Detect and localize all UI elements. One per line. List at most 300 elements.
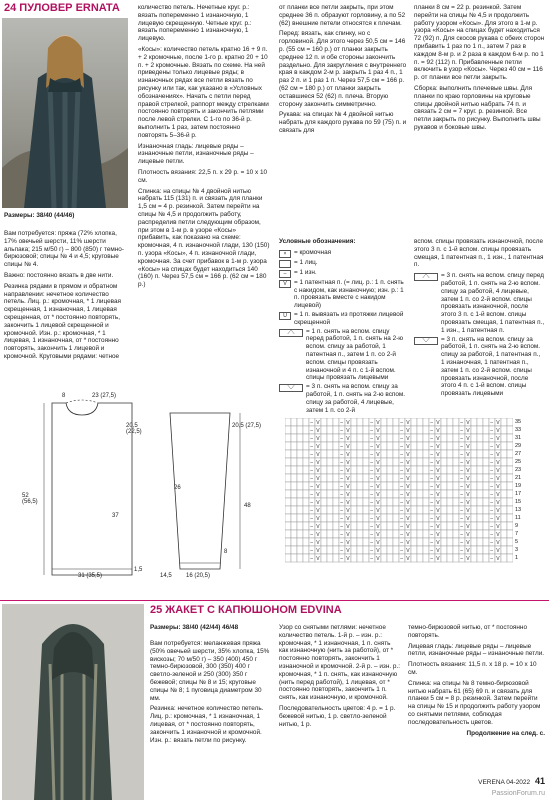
chart-cell bbox=[357, 482, 363, 490]
chart-cell bbox=[381, 434, 387, 442]
chart-symbol: – bbox=[490, 492, 493, 498]
chart-symbol: – bbox=[400, 468, 403, 474]
chart-symbol: V bbox=[496, 420, 500, 426]
chart-cell bbox=[393, 466, 399, 474]
chart-symbol: – bbox=[430, 476, 433, 482]
chart-cell bbox=[297, 450, 303, 458]
increase-symbol-icon: U bbox=[279, 312, 291, 320]
chart-symbol: – bbox=[490, 452, 493, 458]
chart-cell bbox=[357, 554, 363, 562]
chart-symbol: V bbox=[406, 532, 410, 538]
paragraph: количество петель. Нечетные круг. р.: вязать попеременно 1 изнаночную, 1 лицевую скрещенную. Четные круг. р.: вязать попеременно 1 изнаночную, 1 лицевую. bbox=[138, 4, 252, 43]
chart-cell bbox=[471, 450, 477, 458]
chart-cell bbox=[483, 498, 489, 506]
chart-symbol: V bbox=[436, 516, 440, 522]
chart-cell bbox=[441, 530, 447, 538]
chart-symbol: – bbox=[460, 532, 463, 538]
chart-cell bbox=[327, 522, 333, 530]
chart-cell bbox=[321, 554, 327, 562]
chart-cell bbox=[423, 514, 429, 522]
chart-cell bbox=[501, 450, 507, 458]
chart-symbol: V bbox=[406, 428, 410, 434]
cable-symbol-icon: ⟋⟍ bbox=[279, 329, 303, 337]
chart-cell bbox=[471, 482, 477, 490]
chart-cell bbox=[291, 466, 297, 474]
chart-cell bbox=[411, 546, 417, 554]
chart-cell bbox=[333, 522, 339, 530]
chart-symbol: V bbox=[316, 516, 320, 522]
chart-symbol: – bbox=[340, 492, 343, 498]
chart-cell bbox=[381, 514, 387, 522]
chart-cell bbox=[447, 538, 453, 546]
chart-cell bbox=[447, 442, 453, 450]
chart-symbol: – bbox=[490, 548, 493, 554]
chart-cell bbox=[303, 474, 309, 482]
chart-cell bbox=[291, 498, 297, 506]
chart-cell bbox=[321, 418, 327, 426]
chart-symbol: – bbox=[340, 524, 343, 530]
chart-symbol: V bbox=[406, 468, 410, 474]
chart-symbol: V bbox=[496, 452, 500, 458]
chart-symbol: – bbox=[400, 540, 403, 546]
chart-symbol: – bbox=[460, 476, 463, 482]
chart-cell bbox=[333, 514, 339, 522]
chart-row-number: 27 bbox=[515, 451, 522, 457]
schematic-sleeve bbox=[160, 393, 270, 583]
paragraph: Рукава: на спицах № 4 двойной нитью набрать для каждого рукава по 59 (75) п. и связать для bbox=[279, 111, 407, 134]
chart-symbol: – bbox=[400, 492, 403, 498]
chart-cell bbox=[297, 506, 303, 514]
chart-cell bbox=[471, 554, 477, 562]
chart-cell bbox=[483, 482, 489, 490]
chart-symbol: – bbox=[460, 540, 463, 546]
chart-cell bbox=[501, 490, 507, 498]
dim-label: 14,5 bbox=[160, 573, 172, 579]
chart-symbol: V bbox=[496, 556, 500, 562]
chart-cell bbox=[447, 426, 453, 434]
chart-cell bbox=[381, 466, 387, 474]
chart-symbol: V bbox=[376, 500, 380, 506]
knitting-chart bbox=[285, 418, 545, 584]
chart-cell bbox=[327, 506, 333, 514]
chart-cell bbox=[285, 522, 291, 530]
chart-cell bbox=[471, 546, 477, 554]
chart-cell bbox=[483, 522, 489, 530]
chart-row-number: 11 bbox=[515, 515, 521, 521]
chart-symbol: V bbox=[406, 500, 410, 506]
chart-cell bbox=[351, 426, 357, 434]
chart-cell bbox=[297, 466, 303, 474]
chart-symbol: V bbox=[346, 428, 350, 434]
chart-symbol: V bbox=[466, 436, 470, 442]
chart-cell bbox=[423, 450, 429, 458]
chart-symbol: – bbox=[490, 460, 493, 466]
chart-cell bbox=[387, 546, 393, 554]
chart-cell bbox=[393, 498, 399, 506]
chart-symbol: – bbox=[400, 428, 403, 434]
pattern-25-title: 25 ЖАКЕТ С КАПЮШОНОМ EDVINA bbox=[150, 604, 342, 616]
chart-cell bbox=[387, 530, 393, 538]
chart-symbol: V bbox=[436, 476, 440, 482]
chart-cell bbox=[297, 474, 303, 482]
chart-cell bbox=[507, 538, 513, 546]
chart-cell bbox=[483, 514, 489, 522]
chart-symbol: V bbox=[376, 460, 380, 466]
chart-cell bbox=[285, 514, 291, 522]
chart-row-number: 33 bbox=[515, 427, 522, 433]
chart-cell bbox=[471, 458, 477, 466]
chart-cell bbox=[447, 490, 453, 498]
chart-cell bbox=[507, 506, 513, 514]
chart-cell bbox=[357, 434, 363, 442]
chart-cell bbox=[357, 442, 363, 450]
chart-cell bbox=[381, 522, 387, 530]
chart-cell bbox=[321, 434, 327, 442]
chart-cell bbox=[357, 466, 363, 474]
chart-symbol: – bbox=[490, 468, 493, 474]
schematic-back-front bbox=[22, 393, 142, 583]
chart-cell bbox=[351, 538, 357, 546]
chart-cell bbox=[447, 530, 453, 538]
chart-symbol: V bbox=[406, 516, 410, 522]
chart-cell bbox=[501, 554, 507, 562]
chart-cell bbox=[471, 434, 477, 442]
chart-symbol: V bbox=[346, 476, 350, 482]
chart-symbol: – bbox=[370, 540, 373, 546]
chart-symbol: V bbox=[436, 468, 440, 474]
chart-cell bbox=[297, 554, 303, 562]
chart-cell bbox=[441, 538, 447, 546]
chart-cell bbox=[393, 418, 399, 426]
chart-symbol: V bbox=[316, 500, 320, 506]
chart-symbol: V bbox=[496, 436, 500, 442]
chart-symbol: V bbox=[496, 508, 500, 514]
chart-symbol: – bbox=[460, 436, 463, 442]
chart-cell bbox=[483, 450, 489, 458]
chart-cell bbox=[453, 418, 459, 426]
chart-cell bbox=[297, 482, 303, 490]
chart-symbol: – bbox=[340, 476, 343, 482]
chart-cell bbox=[393, 538, 399, 546]
chart-cell bbox=[441, 482, 447, 490]
chart-cell bbox=[423, 530, 429, 538]
chart-cell bbox=[423, 434, 429, 442]
chart-row-number: 31 bbox=[515, 435, 522, 441]
chart-cell bbox=[327, 498, 333, 506]
chart-cell bbox=[453, 538, 459, 546]
chart-cell bbox=[351, 546, 357, 554]
chart-cell bbox=[321, 546, 327, 554]
chart-symbol: V bbox=[376, 428, 380, 434]
chart-cell bbox=[285, 426, 291, 434]
chart-cell bbox=[441, 514, 447, 522]
chart-cell bbox=[291, 450, 297, 458]
chart-symbol: – bbox=[340, 460, 343, 466]
chart-symbol: V bbox=[466, 444, 470, 450]
chart-cell bbox=[471, 418, 477, 426]
chart-cell bbox=[363, 434, 369, 442]
chart-cell bbox=[483, 434, 489, 442]
chart-cell bbox=[321, 466, 327, 474]
legend-text: вспом. спицы провязать изнаночной, после этого 3 п. с 1-й вспом. спицы провязать смещая, 1 патентная п., 1 изн., 1 патентная п. bbox=[414, 238, 544, 269]
chart-cell bbox=[423, 498, 429, 506]
chart-cell bbox=[285, 498, 291, 506]
chart-symbol: – bbox=[370, 444, 373, 450]
chart-cell bbox=[507, 466, 513, 474]
chart-cell bbox=[411, 450, 417, 458]
legend-item: ⟋⟍ = 3 п. снять на вспом. спицу перед работой, 1 п. снять на 2-ю вспом. спицу за работой, 4 лицевые, затем 1 п. со 2-й вспом. спицы провязать изнаночной, после этого 3 п. с 1-й вспом. спицы провязать смещая, 1 патентная п., 1 изн., 1 патентная п. bbox=[414, 272, 545, 334]
chart-cell bbox=[357, 450, 363, 458]
chart-cell bbox=[453, 554, 459, 562]
chart-cell bbox=[327, 466, 333, 474]
dim-label: 20,5 (27,5) bbox=[232, 423, 262, 429]
chart-symbol: – bbox=[340, 428, 343, 434]
chart-cell bbox=[441, 450, 447, 458]
chart-symbol: – bbox=[430, 444, 433, 450]
chart-cell bbox=[291, 434, 297, 442]
chart-symbol: V bbox=[496, 484, 500, 490]
pattern-25-column-2 bbox=[279, 624, 401, 731]
chart-row-number: 19 bbox=[515, 483, 522, 489]
chart-cell bbox=[333, 498, 339, 506]
chart-symbol: V bbox=[466, 476, 470, 482]
chart-cell bbox=[447, 474, 453, 482]
chart-symbol: V bbox=[346, 500, 350, 506]
chart-symbol: V bbox=[466, 420, 470, 426]
chart-cell bbox=[303, 530, 309, 538]
chart-cell bbox=[417, 506, 423, 514]
chart-cell bbox=[387, 538, 393, 546]
chart-cell bbox=[285, 466, 291, 474]
chart-cell bbox=[321, 426, 327, 434]
chart-cell bbox=[393, 522, 399, 530]
chart-cell bbox=[357, 490, 363, 498]
dim-label: 31 (35,5) bbox=[78, 573, 103, 579]
chart-cell bbox=[441, 522, 447, 530]
chart-symbol: V bbox=[436, 444, 440, 450]
chart-cell bbox=[393, 514, 399, 522]
chart-symbol: V bbox=[436, 532, 440, 538]
chart-symbol: V bbox=[466, 452, 470, 458]
paragraph: Плотность вязания: 11,5 п. x 18 р. = 10 x 10 см. bbox=[408, 661, 537, 676]
chart-symbol: V bbox=[436, 484, 440, 490]
chart-cell bbox=[381, 530, 387, 538]
chart-cell bbox=[333, 426, 339, 434]
chart-cell bbox=[471, 514, 477, 522]
chart-cell bbox=[327, 514, 333, 522]
chart-cell bbox=[285, 450, 291, 458]
chart-cell bbox=[387, 522, 393, 530]
chart-cell bbox=[411, 426, 417, 434]
chart-symbol: – bbox=[310, 420, 313, 426]
chart-cell bbox=[411, 442, 417, 450]
chart-symbol: V bbox=[436, 548, 440, 554]
chart-cell bbox=[483, 426, 489, 434]
chart-cell bbox=[297, 546, 303, 554]
chart-symbol: – bbox=[400, 516, 403, 522]
chart-cell bbox=[447, 450, 453, 458]
knit-symbol-icon bbox=[279, 260, 291, 268]
chart-cell bbox=[507, 530, 513, 538]
chart-cell bbox=[483, 474, 489, 482]
chart-cell bbox=[411, 482, 417, 490]
chart-symbol: V bbox=[406, 548, 410, 554]
chart-cell bbox=[321, 498, 327, 506]
chart-symbol: V bbox=[376, 484, 380, 490]
chart-symbol: V bbox=[346, 508, 350, 514]
chart-symbol: – bbox=[370, 500, 373, 506]
chart-cell bbox=[387, 490, 393, 498]
chart-symbol: – bbox=[490, 556, 493, 562]
chart-cell bbox=[351, 474, 357, 482]
chart-symbol: – bbox=[400, 460, 403, 466]
chart-cell bbox=[357, 474, 363, 482]
chart-cell bbox=[453, 466, 459, 474]
chart-symbol: V bbox=[496, 428, 500, 434]
chart-cell bbox=[507, 442, 513, 450]
chart-cell bbox=[303, 506, 309, 514]
chart-cell bbox=[363, 442, 369, 450]
chart-symbol: – bbox=[460, 452, 463, 458]
chart-cell bbox=[441, 474, 447, 482]
chart-cell bbox=[411, 554, 417, 562]
chart-symbol: V bbox=[346, 556, 350, 562]
chart-cell bbox=[411, 498, 417, 506]
legend-title: Условные обозначения: bbox=[279, 238, 356, 245]
chart-symbol: V bbox=[316, 452, 320, 458]
pattern-24-column-4 bbox=[414, 4, 545, 135]
chart-cell bbox=[297, 522, 303, 530]
chart-cell bbox=[333, 506, 339, 514]
chart-cell bbox=[291, 554, 297, 562]
chart-cell bbox=[297, 530, 303, 538]
chart-symbol: – bbox=[340, 420, 343, 426]
chart-cell bbox=[351, 458, 357, 466]
chart-cell bbox=[417, 538, 423, 546]
chart-cell bbox=[381, 490, 387, 498]
chart-cell bbox=[333, 474, 339, 482]
chart-symbol: – bbox=[430, 468, 433, 474]
chart-cell bbox=[447, 522, 453, 530]
chart-cell bbox=[297, 418, 303, 426]
chart-cell bbox=[393, 490, 399, 498]
chart-cell bbox=[333, 434, 339, 442]
chart-cell bbox=[411, 530, 417, 538]
chart-cell bbox=[363, 546, 369, 554]
chart-cell bbox=[291, 482, 297, 490]
chart-cell bbox=[285, 546, 291, 554]
chart-symbol: V bbox=[496, 524, 500, 530]
chart-cell bbox=[411, 490, 417, 498]
chart-cell bbox=[381, 498, 387, 506]
chart-cell bbox=[453, 434, 459, 442]
paragraph: Узор со снятыми петлями: нечетное количество петель. 1-й р. – изн. р.: кромочная, * 1 изнаночная, 1 п. снять как изнаночную (нить за работой), от * постоянно повторять, закончить 1 изнаночной и кромочной. 2-й р. – изн. р.: кромочная, * 1 п. снять, как изнаночную (нить перед работой), 1 лицевая, от * постоянно повторять, закончить 1 п. снять, как изнаночную, и кромочной. bbox=[279, 624, 401, 702]
chart-cell bbox=[411, 474, 417, 482]
chart-cell bbox=[441, 426, 447, 434]
chart-cell bbox=[363, 474, 369, 482]
paragraph: темно-бирюзовой нитью, от * постоянно повторять. bbox=[408, 624, 527, 639]
chart-cell bbox=[441, 554, 447, 562]
chart-cell bbox=[291, 458, 297, 466]
cable-symbol-icon: ⟍⟋ bbox=[279, 384, 303, 392]
chart-cell bbox=[327, 474, 333, 482]
chart-cell bbox=[333, 442, 339, 450]
chart-cell bbox=[393, 434, 399, 442]
chart-symbol: – bbox=[460, 444, 463, 450]
model-photo-jacket bbox=[2, 604, 144, 800]
chart-symbol: – bbox=[490, 436, 493, 442]
chart-cell bbox=[387, 474, 393, 482]
chart-cell bbox=[351, 530, 357, 538]
chart-cell bbox=[351, 466, 357, 474]
chart-symbol: V bbox=[346, 436, 350, 442]
chart-cell bbox=[507, 426, 513, 434]
chart-cell bbox=[363, 506, 369, 514]
chart-symbol: – bbox=[490, 508, 493, 514]
chart-cell bbox=[351, 442, 357, 450]
chart-cell bbox=[351, 514, 357, 522]
chart-cell bbox=[453, 498, 459, 506]
chart-cell bbox=[453, 546, 459, 554]
chart-cell bbox=[423, 426, 429, 434]
chart-cell bbox=[447, 466, 453, 474]
chart-cell bbox=[291, 538, 297, 546]
chart-symbol: – bbox=[310, 556, 313, 562]
chart-cell bbox=[501, 514, 507, 522]
chart-cell bbox=[471, 506, 477, 514]
chart-row-number: 29 bbox=[515, 443, 522, 449]
chart-symbol: – bbox=[400, 556, 403, 562]
chart-symbol: – bbox=[340, 516, 343, 522]
pattern-24-title: 24 ПУЛОВЕР ERNATA bbox=[4, 2, 120, 14]
chart-cell bbox=[447, 418, 453, 426]
chart-cell bbox=[321, 482, 327, 490]
chart-cell bbox=[291, 426, 297, 434]
chart-row-number: 21 bbox=[515, 475, 522, 481]
chart-cell bbox=[357, 530, 363, 538]
chart-symbol: – bbox=[310, 444, 313, 450]
chart-symbol: – bbox=[400, 508, 403, 514]
chart-cell bbox=[381, 538, 387, 546]
chart-cell bbox=[303, 434, 309, 442]
chart-cell bbox=[453, 490, 459, 498]
chart-cell bbox=[453, 474, 459, 482]
chart-cell bbox=[423, 474, 429, 482]
chart-cell bbox=[303, 546, 309, 554]
pattern-24-column-3 bbox=[279, 4, 407, 138]
chart-cell bbox=[441, 458, 447, 466]
chart-cell bbox=[501, 458, 507, 466]
chart-cell bbox=[363, 522, 369, 530]
chart-cell bbox=[327, 490, 333, 498]
chart-symbol: V bbox=[346, 420, 350, 426]
chart-symbol: V bbox=[496, 492, 500, 498]
legend-item: ⟍⟋ = 3 п. снять на вспом. спицу за работой, 1 п. снять на 2-ю вспом. спицу за работой, 1 патентная п., 1 изнаночная, 1 патентная п., затем 1 п. со 2-й вспом. спицы провязать изнаночной, после этого 4 п. с 1-й вспом. спицы провязать лицевыми bbox=[414, 336, 545, 398]
chart-symbol: – bbox=[370, 516, 373, 522]
chart-cell bbox=[321, 538, 327, 546]
chart-symbol: – bbox=[310, 532, 313, 538]
chart-symbol: V bbox=[346, 452, 350, 458]
chart-symbol: – bbox=[310, 468, 313, 474]
chart-cell bbox=[297, 434, 303, 442]
chart-symbol: – bbox=[310, 436, 313, 442]
chart-symbol: – bbox=[400, 452, 403, 458]
chart-symbol: – bbox=[310, 548, 313, 554]
chart-cell bbox=[387, 426, 393, 434]
chart-cell bbox=[351, 490, 357, 498]
chart-symbol: V bbox=[436, 460, 440, 466]
chart-symbol: – bbox=[340, 548, 343, 554]
